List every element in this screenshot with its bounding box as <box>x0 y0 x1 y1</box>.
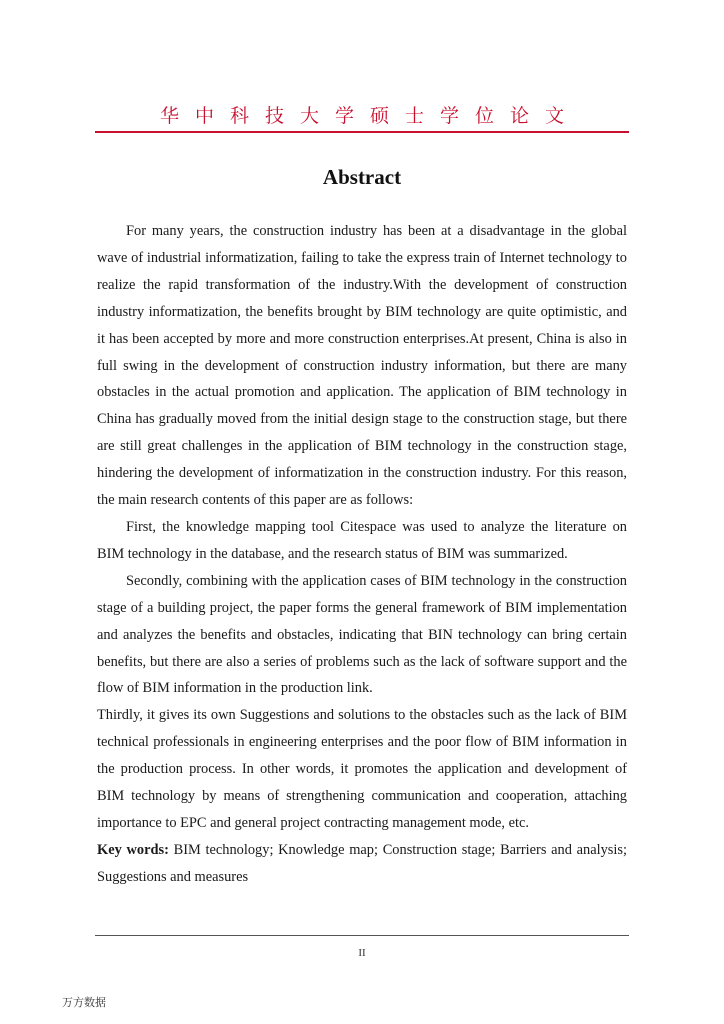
abstract-body <box>97 218 627 891</box>
abstract-paragraph-4: Thirdly, it gives its own Suggestions and solutions to the obstacles such as the lack of BIM technical professionals in engineering enterprises and the poor flow of BIM information in the production process. In other words, it promotes the application and development of BIM technology by means of strengthening communication and cooperation, attaching importance to EPC and general project contracting management mode, etc. <box>97 707 627 831</box>
footer-divider <box>95 935 629 936</box>
page-number: II <box>358 947 366 959</box>
keywords-line <box>97 837 627 891</box>
abstract-paragraph-2: First, the knowledge mapping tool Citespace was used to analyze the literature on BIM technology in the database, and the research status of BIM was summarized. <box>97 518 627 562</box>
thesis-header-title: 华中科技大学硕士学位论文 <box>159 105 580 127</box>
header-divider <box>95 131 629 133</box>
source-watermark: 万方数据 <box>62 996 106 1009</box>
abstract-paragraph-3: Secondly, combining with the application cases of BIM technology in the construction stage of a building project, the paper forms the general framework of BIM implementation and analyzes the benefits and obstacles, indicating that BIN technology can bring certain benefits, but there are also a series of problems such as the lack of software support and the flow of BIM information in the production link. <box>97 572 627 697</box>
abstract-heading: Abstract <box>322 165 402 189</box>
abstract-paragraph-1: For many years, the construction industry has been at a disadvantage in the global wave of industrial informatization, failing to take the express train of Internet technology to realize the rapid transformation of the industry.With the development of construction industry informatization, the benefits brought by BIM technology are quite optimistic, and it has been accepted by more and more construction enterprises.At present, China is also in full swing in the development of construction industry information, but there are many obstacles in the actual promotion and application. The application of BIM technology in China has gradually moved from the initial design stage to the construction stage, but there are still great challenges in the application of BIM technology in the construction stage, hindering the development of informatization in the construction industry. For this reason, the main research contents of this paper are as follows: <box>97 223 627 509</box>
keywords-text: BIM technology; Knowledge map; Construction stage; Barriers and analysis; Suggestions and measures <box>97 841 627 885</box>
keywords-label: Key words: <box>97 841 169 858</box>
